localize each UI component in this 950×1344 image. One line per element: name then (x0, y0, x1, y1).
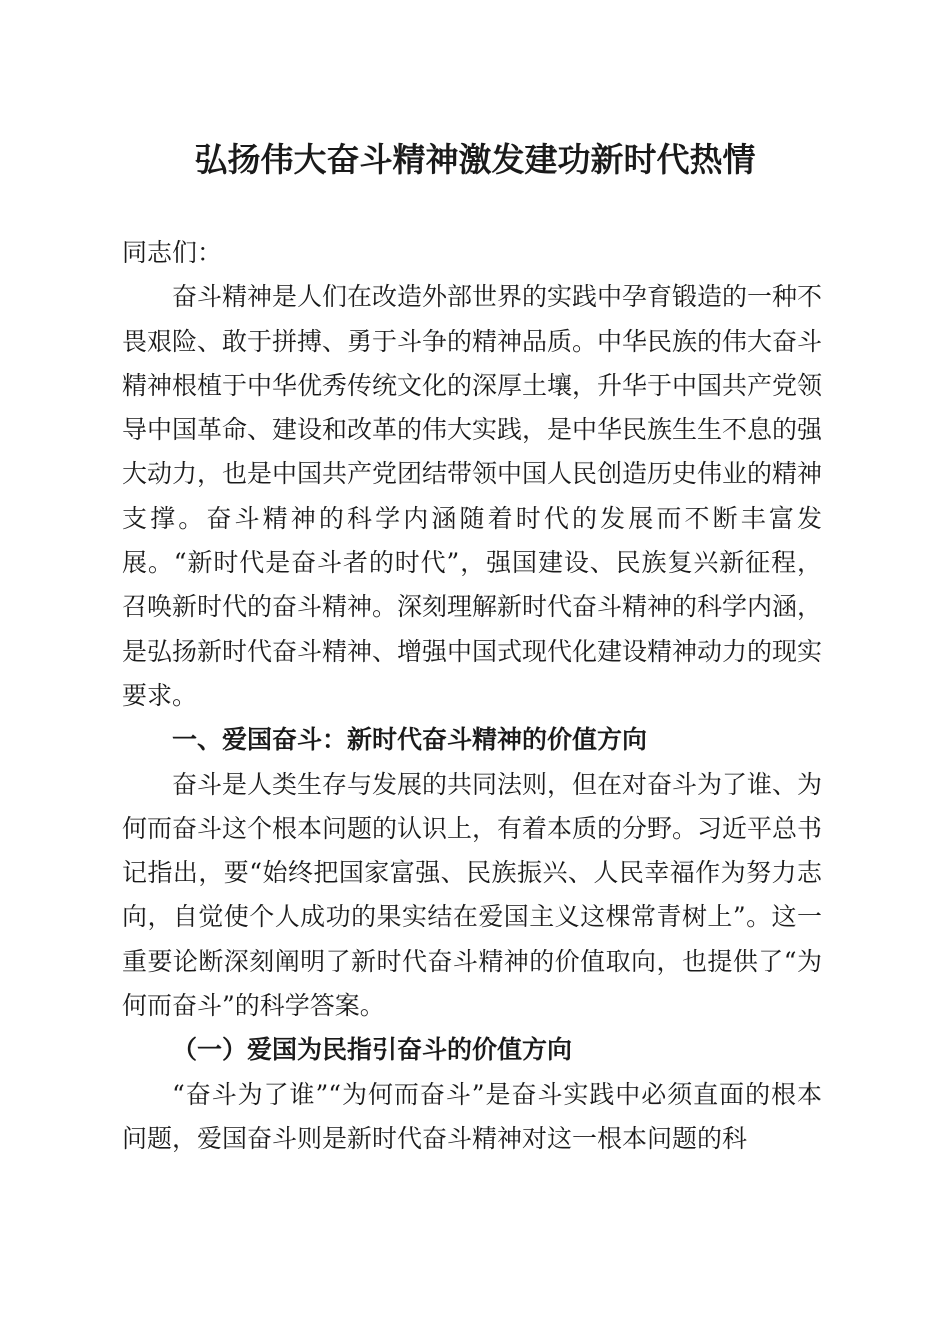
document-body (122, 231, 822, 1161)
paragraph-intro: 奋斗精神是人们在改造外部世界的实践中孕育锻造的一种不畏艰险、敢于拼搏、勇于斗争的精神品质。中华民族的伟大奋斗精神根植于中华优秀传统文化的深厚土壤，升华于中国共产党领导中国革命、建设和改革的伟大实践，是中华民族生生不息的强大动力，也是中国共产党团结带领中国人民创造历史伟业的精神支撑。奋斗精神的科学内涵随着时代的发展而不断丰富发展。“新时代是奋斗者的时代”，强国建设、民族复兴新征程，召唤新时代的奋斗精神。深刻理解新时代奋斗精神的科学内涵，是弘扬新时代奋斗精神、增强中国式现代化建设精神动力的现实要求。 (122, 282, 823, 710)
subsection-heading: （一）爱国为民指引奋斗的价值方向 (172, 1035, 573, 1065)
section-heading: 一、爱国奋斗：新时代奋斗精神的价值方向 (172, 725, 648, 755)
paragraph-section-one: 奋斗是人类生存与发展的共同法则，但在对奋斗为了谁、为何而奋斗这个根本问题的认识上，有着本质的分野。习近平总书记指出，要“始终把国家富强、民族振兴、人民幸福作为努力志向，自觉使个人成功的果实结在爱国主义这棵常青树上”。这一重要论断深刻阐明了新时代奋斗精神的价值取向，也提供了“为何而奋斗”的科学答案。 (122, 769, 823, 1021)
document-title: 弘扬伟大奋斗精神激发建功新时代热情 (194, 140, 756, 179)
greeting: 同志们： (122, 238, 223, 267)
paragraph-subsection-one: “奋斗为了谁”“为何而奋斗”是奋斗实践中必须直面的根本问题，爱国奋斗则是新时代奋斗精神对这一根本问题的科 (122, 1079, 822, 1153)
